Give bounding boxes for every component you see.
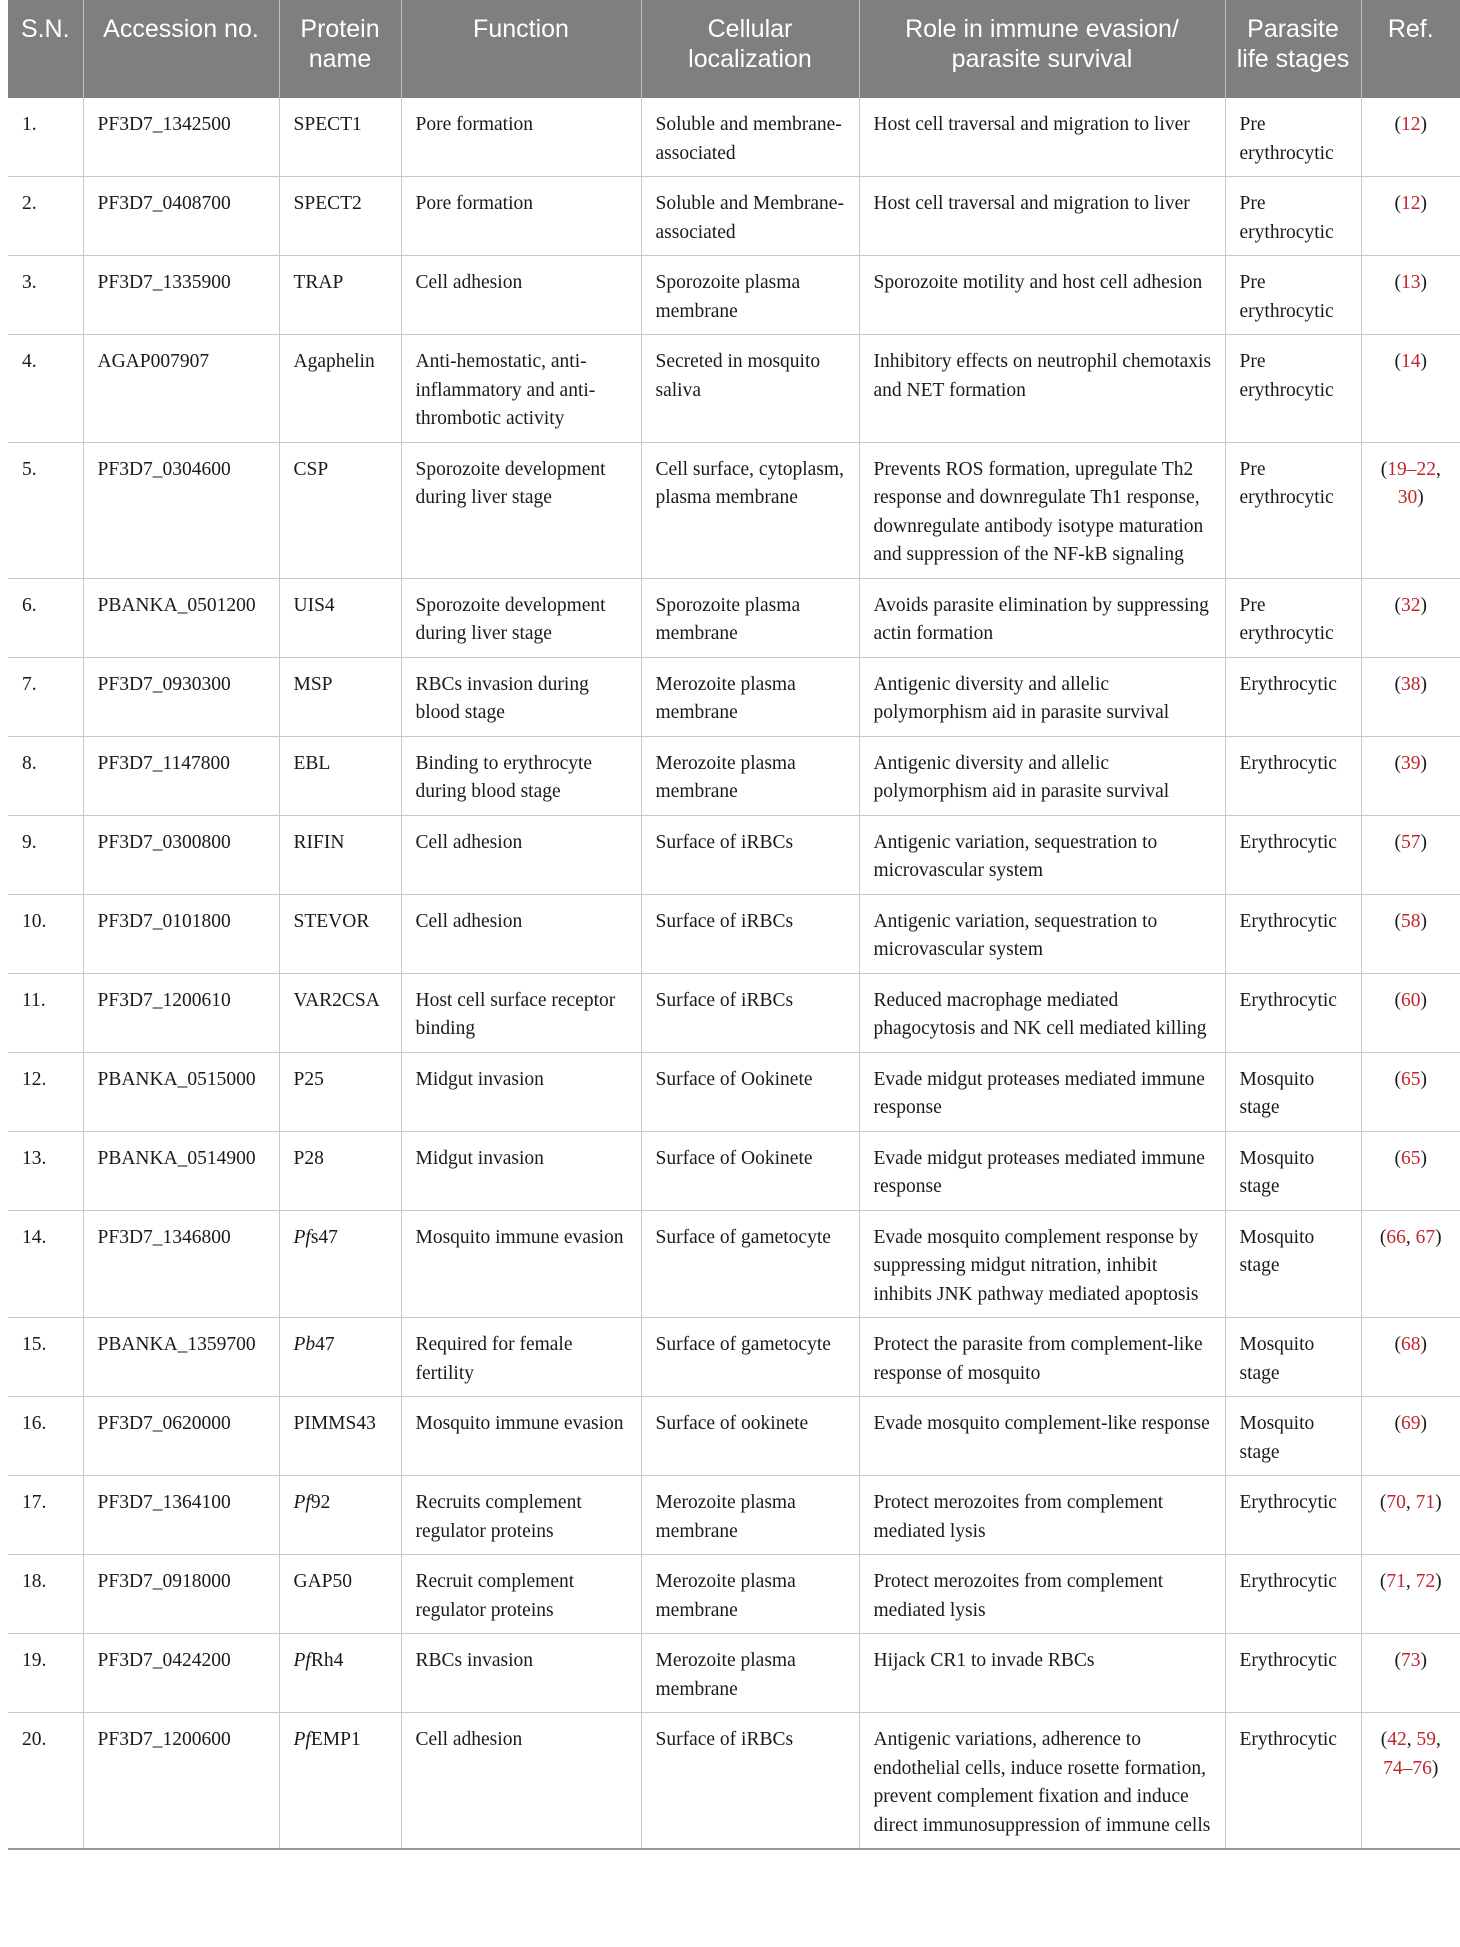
table-row: [8, 177, 1460, 256]
cell-ref: (12): [1361, 177, 1460, 256]
protein-name-suffix: 47: [315, 1334, 335, 1355]
cell-role: Host cell traversal and migration to liver: [859, 177, 1225, 256]
cell-role: Avoids parasite elimination by suppressing actin formation: [859, 578, 1225, 657]
header-protein-name: Protein name: [279, 0, 401, 98]
table-row: [8, 1476, 1460, 1555]
cell-ref: (13): [1361, 256, 1460, 335]
cell-life-stage: Erythrocytic: [1225, 973, 1361, 1052]
cell-localization: Surface of Ookinete: [641, 1052, 859, 1131]
cell-localization: Merozoite plasma membrane: [641, 657, 859, 736]
cell-accession: PF3D7_0620000: [83, 1397, 279, 1476]
cell-localization: Sporozoite plasma membrane: [641, 256, 859, 335]
cell-ref: (39): [1361, 736, 1460, 815]
cell-role: Inhibitory effects on neutrophil chemotaxis and NET formation: [859, 335, 1225, 443]
cell-function: Host cell surface receptor binding: [401, 973, 641, 1052]
cell-protein-name: UIS4: [279, 578, 401, 657]
cell-localization: Surface of iRBCs: [641, 1713, 859, 1850]
cell-role: Prevents ROS formation, upregulate Th2 response and downregulate Th1 response, downregulate antibody isotype maturation and suppression of the NF-kB signaling: [859, 442, 1225, 578]
reference-link[interactable]: 57: [1401, 831, 1421, 853]
cell-role: Protect the parasite from complement-like response of mosquito: [859, 1318, 1225, 1397]
cell-localization: Merozoite plasma membrane: [641, 1555, 859, 1634]
cell-function: Anti-hemostatic, anti-inflammatory and anti-thrombotic activity: [401, 335, 641, 443]
protein-name-italic-prefix: Pb: [293, 1334, 316, 1355]
cell-localization: Soluble and Membrane-associated: [641, 177, 859, 256]
cell-protein-name: TRAP: [279, 256, 401, 335]
cell-accession: PF3D7_0101800: [83, 894, 279, 973]
cell-sn: 1.: [8, 98, 83, 177]
table-row: [8, 1052, 1460, 1131]
cell-sn: 5.: [8, 442, 83, 578]
cell-sn: 14.: [8, 1210, 83, 1318]
header-sn: S.N.: [8, 0, 83, 98]
cell-life-stage: Pre erythrocytic: [1225, 578, 1361, 657]
reference-link[interactable]: 59: [1416, 1729, 1436, 1750]
cell-sn: 6.: [8, 578, 83, 657]
cell-localization: Cell surface, cytoplasm, plasma membrane: [641, 442, 859, 578]
cell-protein-name: P28: [279, 1131, 401, 1210]
cell-protein-name: CSP: [279, 442, 401, 578]
table-row: [8, 578, 1460, 657]
reference-link[interactable]: 71: [1386, 1571, 1406, 1592]
cell-function: RBCs invasion during blood stage: [401, 657, 641, 736]
table-header: [8, 0, 1460, 98]
cell-accession: PF3D7_1346800: [83, 1210, 279, 1318]
cell-protein-name: MSP: [279, 657, 401, 736]
cell-function: Midgut invasion: [401, 1131, 641, 1210]
cell-life-stage: Mosquito stage: [1225, 1131, 1361, 1210]
protein-name-suffix: EMP1: [310, 1729, 361, 1750]
cell-localization: Merozoite plasma membrane: [641, 1634, 859, 1713]
cell-function: Pore formation: [401, 98, 641, 177]
reference-link[interactable]: 12: [1401, 193, 1421, 214]
cell-accession: PBANKA_0501200: [83, 578, 279, 657]
header-function: Function: [401, 0, 641, 98]
cell-sn: 3.: [8, 256, 83, 335]
cell-protein-name: GAP50: [279, 1555, 401, 1634]
cell-ref: (65): [1361, 1052, 1460, 1131]
cell-sn: 11.: [8, 973, 83, 1052]
cell-function: Cell adhesion: [401, 256, 641, 335]
cell-ref: (68): [1361, 1318, 1460, 1397]
cell-ref: (19–22, 30): [1361, 442, 1460, 578]
cell-role: Protect merozoites from complement mediated lysis: [859, 1555, 1225, 1634]
protein-name-suffix: Rh4: [310, 1650, 344, 1671]
cell-life-stage: Pre erythrocytic: [1225, 442, 1361, 578]
cell-localization: Surface of ookinete: [641, 1397, 859, 1476]
cell-localization: Merozoite plasma membrane: [641, 736, 859, 815]
cell-localization: Secreted in mosquito saliva: [641, 335, 859, 443]
cell-function: Sporozoite development during liver stage: [401, 442, 641, 578]
header-row: [8, 0, 1460, 98]
cell-sn: 15.: [8, 1318, 83, 1397]
table-body: [8, 98, 1460, 1849]
cell-accession: PF3D7_1200600: [83, 1713, 279, 1850]
reference-link[interactable]: 32: [1401, 594, 1421, 616]
cell-accession: PF3D7_0424200: [83, 1634, 279, 1713]
table-row: [8, 815, 1460, 894]
cell-function: Cell adhesion: [401, 815, 641, 894]
cell-protein-name: [279, 1634, 401, 1713]
table-row: [8, 894, 1460, 973]
reference-link[interactable]: 68: [1401, 1334, 1421, 1355]
cell-function: Cell adhesion: [401, 1713, 641, 1850]
cell-protein-name: [279, 1210, 401, 1318]
cell-accession: PF3D7_0304600: [83, 442, 279, 578]
reference-link[interactable]: 38: [1401, 673, 1421, 695]
reference-link[interactable]: 58: [1401, 910, 1421, 932]
table-row: [8, 335, 1460, 443]
cell-role: Sporozoite motility and host cell adhesion: [859, 256, 1225, 335]
cell-ref: (69): [1361, 1397, 1460, 1476]
cell-sn: 19.: [8, 1634, 83, 1713]
cell-role: Hijack CR1 to invade RBCs: [859, 1634, 1225, 1713]
table-row: [8, 1131, 1460, 1210]
cell-localization: Sporozoite plasma membrane: [641, 578, 859, 657]
cell-protein-name: EBL: [279, 736, 401, 815]
reference-link[interactable]: 70: [1386, 1492, 1406, 1513]
cell-protein-name: STEVOR: [279, 894, 401, 973]
cell-life-stage: Erythrocytic: [1225, 815, 1361, 894]
protein-name-suffix: s47: [310, 1226, 338, 1248]
cell-localization: Surface of iRBCs: [641, 815, 859, 894]
cell-localization: Surface of gametocyte: [641, 1210, 859, 1318]
cell-ref: (38): [1361, 657, 1460, 736]
reference-link[interactable]: 14: [1401, 351, 1421, 372]
header-life-stages: Parasite life stages: [1225, 0, 1361, 98]
cell-function: Cell adhesion: [401, 894, 641, 973]
cell-localization: Surface of gametocyte: [641, 1318, 859, 1397]
cell-sn: 18.: [8, 1555, 83, 1634]
cell-protein-name: VAR2CSA: [279, 973, 401, 1052]
cell-life-stage: Erythrocytic: [1225, 894, 1361, 973]
cell-role: Host cell traversal and migration to liver: [859, 98, 1225, 177]
cell-ref: (60): [1361, 973, 1460, 1052]
cell-accession: PF3D7_1364100: [83, 1476, 279, 1555]
cell-life-stage: Erythrocytic: [1225, 657, 1361, 736]
cell-accession: PBANKA_0514900: [83, 1131, 279, 1210]
cell-function: RBCs invasion: [401, 1634, 641, 1713]
cell-sn: 17.: [8, 1476, 83, 1555]
cell-sn: 2.: [8, 177, 83, 256]
cell-role: Reduced macrophage mediated phagocytosis and NK cell mediated killing: [859, 973, 1225, 1052]
cell-sn: 10.: [8, 894, 83, 973]
reference-link[interactable]: 12: [1401, 114, 1421, 135]
reference-link[interactable]: 60: [1401, 989, 1421, 1011]
cell-life-stage: Pre erythrocytic: [1225, 335, 1361, 443]
header-role: Role in immune evasion/ parasite survival: [859, 0, 1225, 98]
cell-accession: PBANKA_0515000: [83, 1052, 279, 1131]
cell-life-stage: Mosquito stage: [1225, 1318, 1361, 1397]
cell-sn: 13.: [8, 1131, 83, 1210]
cell-life-stage: Pre erythrocytic: [1225, 177, 1361, 256]
reference-link[interactable]: 65: [1401, 1068, 1421, 1090]
cell-life-stage: Mosquito stage: [1225, 1052, 1361, 1131]
reference-link[interactable]: 66: [1386, 1226, 1406, 1248]
reference-link[interactable]: 72: [1415, 1571, 1436, 1592]
cell-life-stage: Erythrocytic: [1225, 1555, 1361, 1634]
cell-function: Mosquito immune evasion: [401, 1210, 641, 1318]
reference-link[interactable]: 67: [1415, 1226, 1436, 1248]
table-row: [8, 736, 1460, 815]
cell-accession: PF3D7_1200610: [83, 973, 279, 1052]
cell-role: Antigenic variations, adherence to endothelial cells, induce rosette formation, prevent complement fixation and induce direct immunosuppression of immune cells: [859, 1713, 1225, 1850]
cell-role: Protect merozoites from complement mediated lysis: [859, 1476, 1225, 1555]
cell-role: Antigenic variation, sequestration to microvascular system: [859, 894, 1225, 973]
cell-ref: (57): [1361, 815, 1460, 894]
reference-link[interactable]: 39: [1401, 752, 1421, 774]
table-row: [8, 1210, 1460, 1318]
cell-life-stage: Pre erythrocytic: [1225, 98, 1361, 177]
reference-link[interactable]: 69: [1401, 1413, 1421, 1434]
protein-name-italic-prefix: Pf: [293, 1226, 311, 1248]
cell-ref: (58): [1361, 894, 1460, 973]
cell-protein-name: [279, 1476, 401, 1555]
cell-localization: Surface of iRBCs: [641, 894, 859, 973]
cell-role: Antigenic diversity and allelic polymorphism aid in parasite survival: [859, 736, 1225, 815]
reference-link[interactable]: 13: [1401, 272, 1421, 293]
reference-link[interactable]: 71: [1415, 1492, 1436, 1513]
cell-accession: AGAP007907: [83, 335, 279, 443]
cell-sn: 9.: [8, 815, 83, 894]
cell-function: Pore formation: [401, 177, 641, 256]
cell-localization: Merozoite plasma membrane: [641, 1476, 859, 1555]
cell-protein-name: SPECT1: [279, 98, 401, 177]
table-row: [8, 1555, 1460, 1634]
cell-role: Evade mosquito complement-like response: [859, 1397, 1225, 1476]
cell-accession: PF3D7_1335900: [83, 256, 279, 335]
cell-sn: 20.: [8, 1713, 83, 1850]
cell-function: Required for female fertility: [401, 1318, 641, 1397]
cell-role: Evade midgut proteases mediated immune response: [859, 1131, 1225, 1210]
table-row: [8, 442, 1460, 578]
cell-ref: (65): [1361, 1131, 1460, 1210]
cell-function: Recruit complement regulator proteins: [401, 1555, 641, 1634]
table-row: [8, 1397, 1460, 1476]
protein-table-container: [8, 0, 1460, 1850]
cell-accession: PF3D7_1147800: [83, 736, 279, 815]
cell-life-stage: Erythrocytic: [1225, 1634, 1361, 1713]
cell-localization: Surface of Ookinete: [641, 1131, 859, 1210]
cell-ref: (14): [1361, 335, 1460, 443]
cell-sn: 8.: [8, 736, 83, 815]
cell-life-stage: Mosquito stage: [1225, 1210, 1361, 1318]
cell-role: Evade mosquito complement response by suppressing midgut nitration, inhibit inhibits JNK pathway mediated apoptosis: [859, 1210, 1225, 1318]
cell-accession: PF3D7_1342500: [83, 98, 279, 177]
cell-accession: PF3D7_0918000: [83, 1555, 279, 1634]
cell-localization: Soluble and membrane-associated: [641, 98, 859, 177]
table-row: [8, 98, 1460, 177]
cell-function: Sporozoite development during liver stage: [401, 578, 641, 657]
header-accession: Accession no.: [83, 0, 279, 98]
protein-name-suffix: 92: [310, 1492, 331, 1513]
reference-link[interactable]: 19–22: [1387, 458, 1436, 480]
table-row: [8, 1318, 1460, 1397]
cell-sn: 7.: [8, 657, 83, 736]
protein-name-italic-prefix: Pf: [293, 1492, 311, 1513]
cell-protein-name: Agaphelin: [279, 335, 401, 443]
cell-life-stage: Pre erythrocytic: [1225, 256, 1361, 335]
table-row: [8, 973, 1460, 1052]
table-row: [8, 256, 1460, 335]
cell-life-stage: Erythrocytic: [1225, 736, 1361, 815]
cell-life-stage: Erythrocytic: [1225, 1713, 1361, 1850]
cell-role: Antigenic diversity and allelic polymorphism aid in parasite survival: [859, 657, 1225, 736]
cell-life-stage: Mosquito stage: [1225, 1397, 1361, 1476]
protein-name-italic-prefix: Pf: [293, 1729, 311, 1750]
cell-accession: PF3D7_0408700: [83, 177, 279, 256]
cell-function: Binding to erythrocyte during blood stage: [401, 736, 641, 815]
cell-sn: 4.: [8, 335, 83, 443]
header-ref: Ref.: [1361, 0, 1460, 98]
reference-link[interactable]: 42: [1387, 1729, 1407, 1750]
protein-name-italic-prefix: Pf: [293, 1650, 311, 1671]
header-cellular-localization: Cellular localization: [641, 0, 859, 98]
cell-protein-name: [279, 1713, 401, 1850]
cell-accession: PBANKA_1359700: [83, 1318, 279, 1397]
cell-function: Mosquito immune evasion: [401, 1397, 641, 1476]
cell-accession: PF3D7_0930300: [83, 657, 279, 736]
reference-link[interactable]: 30: [1397, 487, 1418, 508]
cell-life-stage: Erythrocytic: [1225, 1476, 1361, 1555]
table-row: [8, 1634, 1460, 1713]
cell-role: Antigenic variation, sequestration to microvascular system: [859, 815, 1225, 894]
table-row: [8, 657, 1460, 736]
cell-localization: Surface of iRBCs: [641, 973, 859, 1052]
cell-sn: 12.: [8, 1052, 83, 1131]
table-row: [8, 1713, 1460, 1850]
cell-protein-name: RIFIN: [279, 815, 401, 894]
cell-ref: (70, 71): [1361, 1476, 1460, 1555]
reference-link[interactable]: 74–76: [1383, 1757, 1432, 1779]
cell-ref: (32): [1361, 578, 1460, 657]
cell-ref: (73): [1361, 1634, 1460, 1713]
cell-protein-name: PIMMS43: [279, 1397, 401, 1476]
cell-function: Midgut invasion: [401, 1052, 641, 1131]
cell-role: Evade midgut proteases mediated immune response: [859, 1052, 1225, 1131]
reference-link[interactable]: 73: [1401, 1650, 1421, 1671]
cell-ref: (42, 59, 74–76): [1361, 1713, 1460, 1850]
cell-ref: (71, 72): [1361, 1555, 1460, 1634]
cell-protein-name: P25: [279, 1052, 401, 1131]
protein-table: [8, 0, 1460, 1850]
cell-protein-name: SPECT2: [279, 177, 401, 256]
reference-link[interactable]: 65: [1401, 1147, 1421, 1169]
cell-ref: (66, 67): [1361, 1210, 1460, 1318]
cell-sn: 16.: [8, 1397, 83, 1476]
cell-ref: (12): [1361, 98, 1460, 177]
cell-accession: PF3D7_0300800: [83, 815, 279, 894]
cell-function: Recruits complement regulator proteins: [401, 1476, 641, 1555]
cell-protein-name: [279, 1318, 401, 1397]
